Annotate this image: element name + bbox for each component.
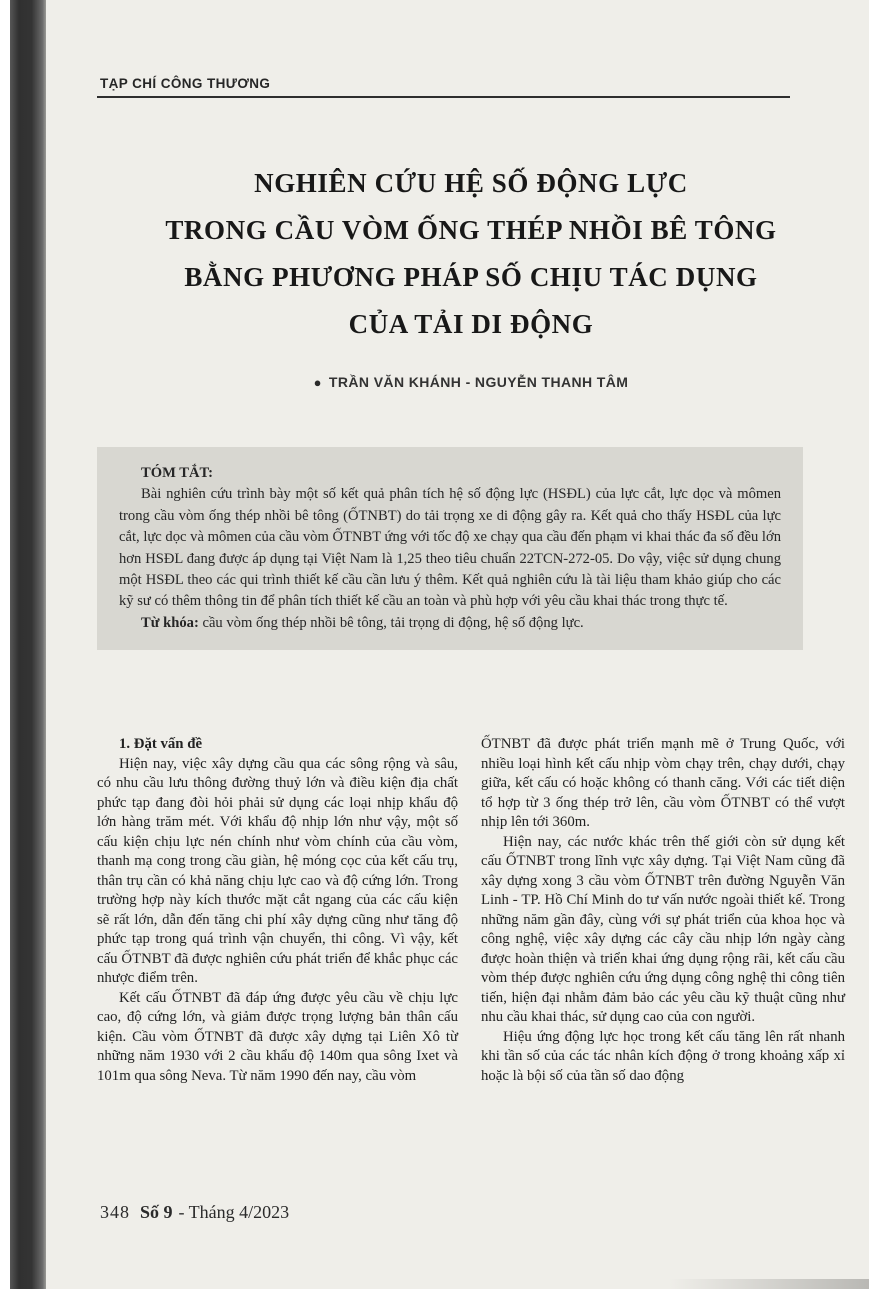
title-line-3: BẰNG PHƯƠNG PHÁP SỐ CHỊU TÁC DỤNG (184, 262, 758, 292)
abstract-box (97, 447, 803, 650)
body-paragraph: Hiệu ứng động lực học trong kết cấu tăng lên rất nhanh khi tần số của các tác nhân kích động ở trong khoảng xấp xỉ hoặc là bội số của tần số dao động (481, 1028, 845, 1084)
title-line-1: NGHIÊN CỨU HỆ SỐ ĐỘNG LỰC (254, 168, 688, 198)
binding-strip (10, 0, 46, 1289)
scan-corner-shadow (669, 1279, 869, 1289)
title-line-4: CỦA TẢI DI ĐỘNG (348, 309, 594, 339)
author-bullet-icon: ● (313, 375, 322, 390)
author-line (97, 374, 845, 390)
body-column-left (97, 735, 458, 1086)
journal-masthead (100, 76, 270, 91)
article-title (97, 160, 845, 348)
keywords-text: cầu vòm ống thép nhồi bê tông, tải trọng di động, hệ số động lực. (198, 614, 584, 631)
author-names: TRẦN VĂN KHÁNH - NGUYỄN THANH TÂM (328, 374, 629, 390)
issue-label: Số 9 (140, 1202, 173, 1222)
section-heading: 1. Đặt vấn đề (119, 736, 203, 752)
body-paragraph: Kết cấu ỐTNBT đã đáp ứng được yêu cầu về chịu lực cao, độ cứng lớn, và giảm được trọng lượng bản thân cấu kiện. Cầu vòm ỐTNBT đã được xây dựng tại Liên Xô từ những năm 1930 với 2 cầu khẩu độ 140m qua sông Ixet và 101m qua sông Neva. Từ năm 1990 đến nay, cầu vòm (97, 989, 458, 1084)
body-paragraph: Hiện nay, các nước khác trên thế giới còn sử dụng kết cấu ỐTNBT trong lĩnh vực xây dựng. Tại Việt Nam cũng đã xây dựng xong 3 cầu vòm ỐTNBT trên đường Nguyễn Văn Linh - TP. Hồ Chí Minh do tư vấn nước ngoài thiết kế. Trong những năm gần đây, cùng với sự phát triển của khoa học và công nghệ, việc xây dựng các cây cầu nhịp lớn ngày càng được hoàn thiện và triển khai ứng dụng rộng rãi, kết cấu cầu vòm thép được nghiên cứu ứng dụng công nghệ thi công tiên tiến, hiện đại nhằm đảm bảo các yêu cầu kỹ thuật cũng như nhu cầu khai thác, sử dụng cao của con người. (481, 833, 845, 1025)
page-footer (100, 1202, 289, 1223)
body-paragraph: ỐTNBT đã được phát triển mạnh mẽ ở Trung Quốc, với nhiều loại hình kết cấu nhịp vòm chạy trên, chạy dưới, chạy giữa, kết cấu có hoặc không có thanh căng. Với các tiết diện tổ hợp từ 3 ống thép trở lên, cầu vòm ỐTNBT có thể vượt nhịp lên tới 360m. (481, 736, 845, 830)
issue-date: - Tháng 4/2023 (178, 1202, 290, 1222)
scan-left-margin (0, 0, 10, 1289)
abstract-text: Bài nghiên cứu trình bày một số kết quả phân tích hệ số động lực (HSĐL) của lực cắt, lực dọc và mômen trong cầu vòm ống thép nhồi bê tông (ỐTNBT) do tải trọng xe di động gây ra. Kết quả cho thấy HSĐL của lực cắt, lực dọc và mômen của cầu vòm ỐTNBT ứng với tốc độ xe chạy qua cầu đến phạm vi khai thác đa số đều lớn hơn HSĐL đang được áp dụng tại Việt Nam là 1,25 theo tiêu chuẩn 22TCN-272-05. Do vậy, việc sử dụng chung một HSĐL theo các qui trình thiết kế cầu cần lưu ý thêm. Kết quả nghiên cứu là tài liệu tham khảo giúp cho các kỹ sư có thêm thông tin để phân tích thiết kế cầu an toàn và phù hợp với yêu cầu khai thác trong thực tế. (119, 486, 781, 610)
masthead-rule (97, 96, 790, 98)
title-line-2: TRONG CẦU VÒM ỐNG THÉP NHỒI BÊ TÔNG (165, 215, 777, 245)
abstract-label: TÓM TẮT: (141, 465, 214, 481)
keywords-label: Từ khóa: (141, 614, 199, 631)
body-paragraph: Hiện nay, việc xây dựng cầu qua các sông rộng và sâu, có nhu cầu lưu thông đường thuỷ lớn và điều kiện địa chất phức tạp đang đòi hỏi phải sử dụng các loại nhịp khẩu độ lớn hàng trăm mét. Với khẩu độ nhịp lớn như vậy, một số cấu kiện chịu lực nén chính như vòm chính của cầu vòm, thanh mạ cong trong cầu giàn, hệ móng cọc của kết cấu trụ, thân trụ cần có khả năng chịu lực cao và độ cứng lớn. Trong trường hợp này kích thước mặt cắt ngang của các cấu kiện sẽ rất lớn, dẫn đến tăng chi phí xây dựng cũng như tăng độ phức tạp trong quá trình vận chuyển, thi công. Vì vậy, kết cấu ỐTNBT đã được nghiên cứu phát triển để khắc phục các nhược điểm trên. (97, 755, 458, 986)
body-column-right (481, 735, 845, 1086)
journal-name: TẠP CHÍ CÔNG THƯƠNG (100, 76, 271, 91)
keywords-line (119, 613, 781, 634)
page-number: 348 (100, 1202, 130, 1222)
